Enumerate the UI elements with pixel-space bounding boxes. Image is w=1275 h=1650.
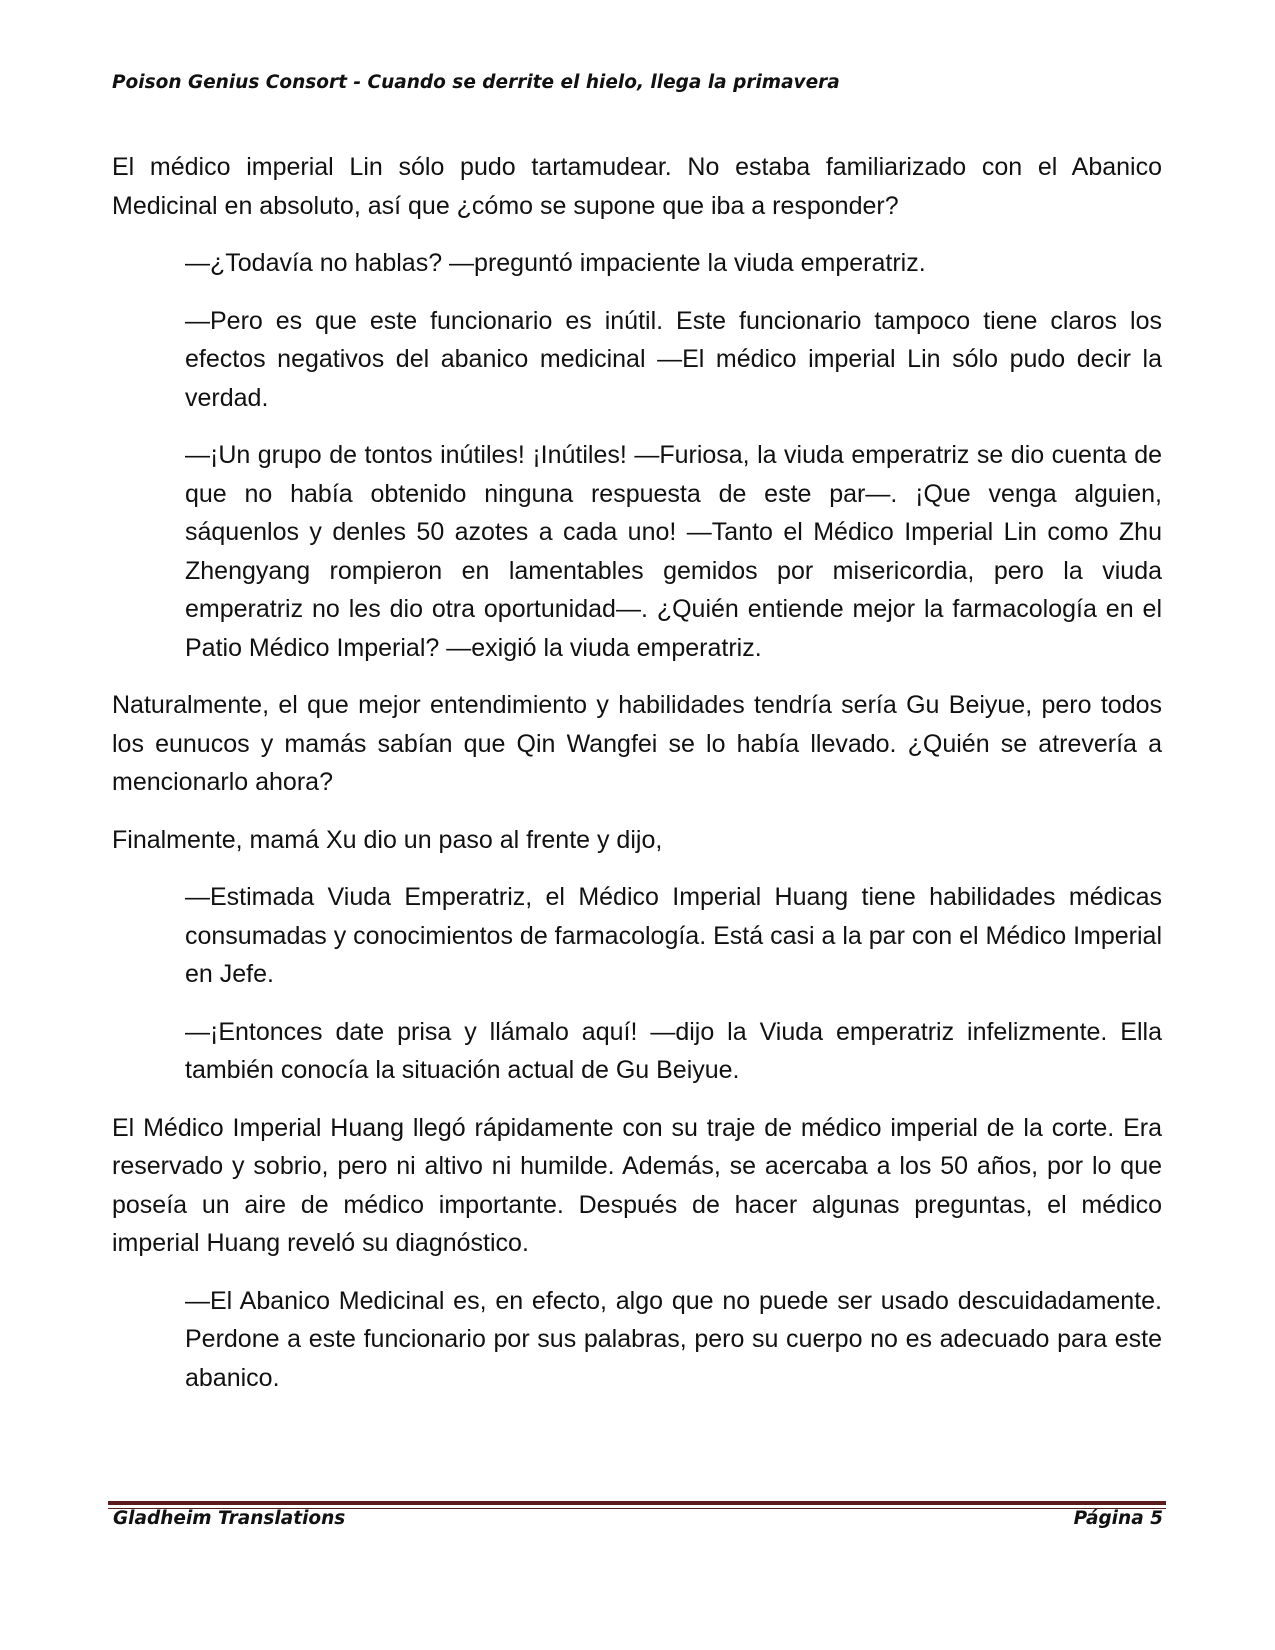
dialogue-paragraph: —¿Todavía no hablas? —preguntó impaciente la viuda emperatriz.: [185, 249, 926, 277]
document-body: [112, 148, 1162, 1416]
dialogue-paragraph: —¡Entonces date prisa y llámalo aquí! —dijo la Viuda emperatriz infelizmente. Ella también conocía la situación actual de Gu Beiyue.: [185, 1017, 1162, 1084]
paragraph: El médico imperial Lin sólo pudo tartamudear. No estaba familiarizado con el Abanico Medicinal en absoluto, así que ¿cómo se supone que iba a responder?: [112, 153, 1162, 220]
dialogue-paragraph: —¡Un grupo de tontos inútiles! ¡Inútiles! —Furiosa, la viuda emperatriz se dio cuenta de que no había obtenido ninguna respuesta de este par—. ¡Que venga alguien, sáquenlos y denles 50 azotes a cada uno! —Tanto el Médico Imperial Lin como Zhu Zhengyang rompieron en lamentables gemidos por misericordia, pero la viuda emperatriz no les dio otra oportunidad—. ¿Quién entiende mejor la farmacología en el Patio Médico Imperial? —exigió la viuda emperatriz.: [185, 441, 1162, 662]
dialogue-paragraph: —Pero es que este funcionario es inútil. Este funcionario tampoco tiene claros los efectos negativos del abanico medicinal —El médico imperial Lin sólo pudo decir la verdad.: [185, 306, 1162, 412]
footer-divider-thick-line: [108, 1501, 1166, 1505]
dialogue-paragraph: —El Abanico Medicinal es, en efecto, algo que no puede ser usado descuidadamente. Perdone a este funcionario por sus palabras, pero su cuerpo no es adecuado para este abanico.: [185, 1286, 1162, 1392]
page-header-title: Poison Genius Consort - Cuando se derrite el hielo, llega la primavera: [112, 72, 840, 93]
paragraph: Naturalmente, el que mejor entendimiento y habilidades tendría sería Gu Beiyue, pero todos los eunucos y mamás sabían que Qin Wangfei se lo había llevado. ¿Quién se atrevería a mencionarlo ahora?: [112, 691, 1162, 796]
dialogue-paragraph: —Estimada Viuda Emperatriz, el Médico Imperial Huang tiene habilidades médicas consumadas y conocimientos de farmacología. Está casi a la par con el Médico Imperial en Jefe.: [185, 883, 1162, 988]
footer-translator-name: Gladheim Translations: [113, 1508, 346, 1529]
footer-page-number: Página 5: [1073, 1508, 1163, 1529]
paragraph: Finalmente, mamá Xu dio un paso al frente y dijo,: [112, 825, 663, 854]
paragraph: El Médico Imperial Huang llegó rápidamente con su traje de médico imperial de la corte. Era reservado y sobrio, pero ni altivo ni humilde. Además, se acercaba a los 50 años, por lo que poseía un aire de médico importante. Después de hacer algunas preguntas, el médico imperial Huang reveló su diagnóstico.: [112, 1113, 1162, 1257]
